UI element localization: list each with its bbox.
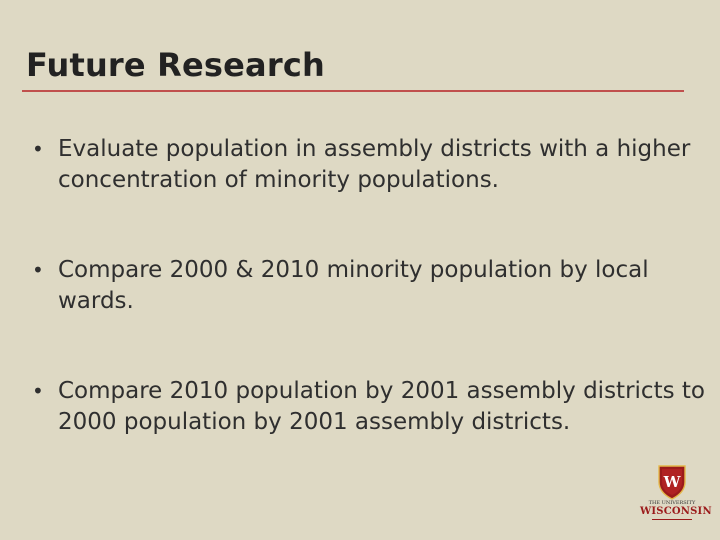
bullet-text: Compare 2010 population by 2001 assembly districts to 2000 population by 2001 assembly districts.: [58, 378, 705, 435]
title-underline: [22, 90, 684, 92]
crest-letter: W: [663, 473, 681, 491]
bullet-item: [32, 255, 712, 317]
university-logo: [640, 464, 712, 528]
logo-rule: [652, 519, 692, 520]
bullet-marker: •: [32, 258, 44, 282]
logo-line-wisconsin: WISCONSIN: [640, 506, 712, 517]
bullet-item: [32, 376, 712, 438]
bullet-marker: •: [32, 379, 44, 403]
crest-icon: [656, 464, 688, 500]
bullet-text: Evaluate population in assembly districts with a higher concentration of minority populations.: [58, 136, 691, 193]
bullet-text: Compare 2000 & 2010 minority population by local wards.: [58, 257, 649, 314]
logo-line-university: THE UNIVERSITY: [648, 500, 696, 506]
slide-title: Future Research: [26, 46, 325, 84]
bullet-marker: •: [32, 137, 44, 161]
bullet-list: [32, 134, 712, 438]
bullet-item: [32, 134, 712, 196]
